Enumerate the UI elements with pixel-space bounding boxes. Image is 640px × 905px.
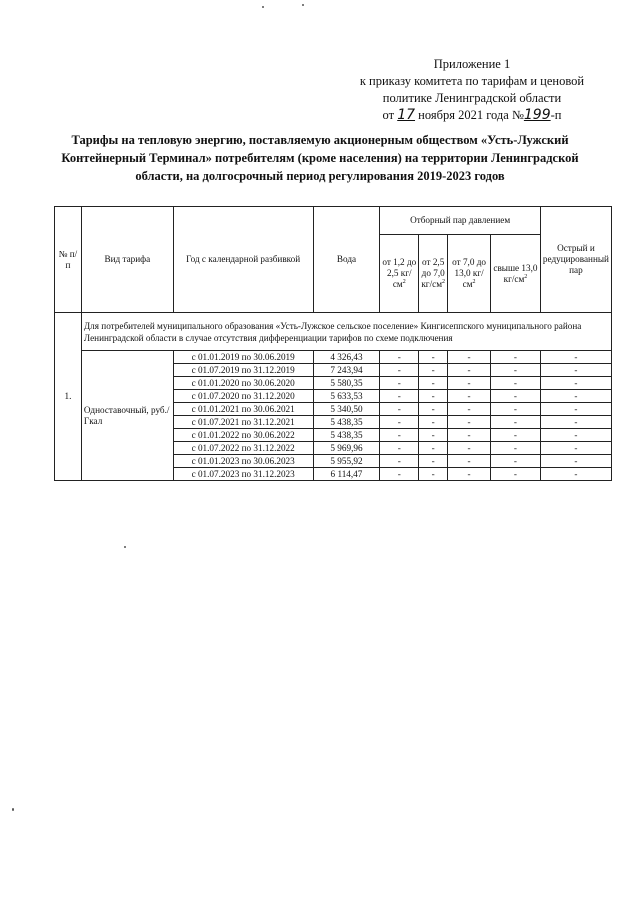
empty-tariff-cell: - — [419, 442, 448, 455]
period-cell: с 01.07.2023 по 31.12.2023 — [173, 468, 313, 481]
empty-tariff-cell: - — [540, 390, 611, 403]
header-sharp-steam: Острый и редуцированный пар — [540, 207, 611, 313]
scan-speck — [262, 6, 264, 8]
empty-tariff-cell: - — [380, 364, 419, 377]
empty-tariff-cell: - — [419, 390, 448, 403]
empty-tariff-cell: - — [419, 403, 448, 416]
empty-tariff-cell: - — [491, 442, 541, 455]
empty-tariff-cell: - — [419, 351, 448, 364]
empty-tariff-cell: - — [540, 442, 611, 455]
empty-tariff-cell: - — [419, 429, 448, 442]
empty-tariff-cell: - — [540, 403, 611, 416]
header-pressure-2: от 2,5 до 7,0 $кг/см^2$ — [419, 235, 448, 313]
water-tariff-cell: 5 438,35 — [313, 429, 380, 442]
empty-tariff-cell: - — [448, 416, 491, 429]
period-cell: с 01.07.2022 по 31.12.2022 — [173, 442, 313, 455]
empty-tariff-cell: - — [491, 429, 541, 442]
empty-tariff-cell: - — [540, 364, 611, 377]
scan-speck — [124, 546, 126, 548]
header-pressure-1: от 1,2 до 2,5 $кг/см^2$ — [380, 235, 419, 313]
header-pressure-3: от 7,0 до 13,0 $кг/см^2$ — [448, 235, 491, 313]
empty-tariff-cell: - — [491, 377, 541, 390]
water-tariff-cell: 5 438,35 — [313, 416, 380, 429]
empty-tariff-cell: - — [540, 416, 611, 429]
period-cell: с 01.01.2023 по 30.06.2023 — [173, 455, 313, 468]
row-number: 1. — [55, 313, 82, 481]
empty-tariff-cell: - — [491, 416, 541, 429]
appendix-committee-line: политике Ленинградской области — [382, 91, 562, 105]
consumer-group: Для потребителей муниципального образования «Усть-Лужское сельское поселение» Кингисеппского муниципального района Ленинградской области в случае отсутствия дифференциации тарифов по схеме подключения — [81, 313, 611, 351]
empty-tariff-cell: - — [540, 351, 611, 364]
period-cell: с 01.01.2020 по 30.06.2020 — [173, 377, 313, 390]
empty-tariff-cell: - — [380, 377, 419, 390]
period-cell: с 01.07.2019 по 31.12.2019 — [173, 364, 313, 377]
empty-tariff-cell: - — [380, 442, 419, 455]
empty-tariff-cell: - — [448, 390, 491, 403]
empty-tariff-cell: - — [540, 377, 611, 390]
empty-tariff-cell: - — [448, 351, 491, 364]
empty-tariff-cell: - — [448, 364, 491, 377]
water-tariff-cell: 5 580,35 — [313, 377, 380, 390]
empty-tariff-cell: - — [448, 455, 491, 468]
empty-tariff-cell: - — [448, 377, 491, 390]
water-tariff-cell: 5 340,50 — [313, 403, 380, 416]
scan-speck — [302, 4, 304, 6]
scan-speck — [12, 808, 14, 811]
header-steam: Отборный пар давлением — [380, 207, 541, 235]
empty-tariff-cell: - — [419, 364, 448, 377]
empty-tariff-cell: - — [491, 364, 541, 377]
empty-tariff-cell: - — [380, 351, 419, 364]
empty-tariff-cell: - — [380, 416, 419, 429]
table-row — [55, 351, 612, 364]
water-tariff-cell: 5 955,92 — [313, 455, 380, 468]
empty-tariff-cell: - — [491, 403, 541, 416]
empty-tariff-cell: - — [491, 468, 541, 481]
appendix-title: Приложение 1 — [433, 57, 511, 71]
empty-tariff-cell: - — [540, 429, 611, 442]
water-tariff-cell: 7 243,94 — [313, 364, 380, 377]
header-tariff-kind: Вид тарифа — [81, 207, 173, 313]
tariff-table — [54, 206, 612, 481]
appendix-date-line — [342, 107, 602, 124]
period-cell: с 01.07.2021 по 31.12.2021 — [173, 416, 313, 429]
water-tariff-cell: 6 114,47 — [313, 468, 380, 481]
header-period: Год с календарной разбивкой — [173, 207, 313, 313]
empty-tariff-cell: - — [448, 403, 491, 416]
date-prefix: от — [382, 108, 395, 122]
empty-tariff-cell: - — [380, 468, 419, 481]
water-tariff-cell: 4 326,43 — [313, 351, 380, 364]
empty-tariff-cell: - — [380, 429, 419, 442]
period-cell: с 01.01.2022 по 30.06.2022 — [173, 429, 313, 442]
date-suffix: ноября 2021 года № — [418, 108, 524, 122]
empty-tariff-cell: - — [540, 468, 611, 481]
water-tariff-cell: 5 633,53 — [313, 390, 380, 403]
empty-tariff-cell: - — [540, 455, 611, 468]
empty-tariff-cell: - — [380, 455, 419, 468]
header-number: № п/п — [55, 207, 82, 313]
order-number: 199 — [523, 107, 551, 123]
empty-tariff-cell: - — [491, 351, 541, 364]
appendix-block — [342, 56, 602, 124]
appendix-order-line: к приказу комитета по тарифам и ценовой — [359, 74, 585, 88]
order-suffix: -п — [550, 108, 562, 122]
period-cell: с 01.07.2020 по 31.12.2020 — [173, 390, 313, 403]
document-title: Тарифы на тепловую энергию, поставляемую акционерным обществом «Усть-Лужский Контейнерный Терминал» потребителям (кроме населения) на территории Ленинградской области, на долгосрочный период регулирования 2019-2023 годов — [61, 133, 579, 183]
empty-tariff-cell: - — [419, 377, 448, 390]
date-day: 17 — [397, 107, 416, 123]
tariff-kind-cell: Одноставочный, руб./Гкал — [81, 351, 173, 481]
empty-tariff-cell: - — [491, 455, 541, 468]
header-water: Вода — [313, 207, 380, 313]
water-tariff-cell: 5 969,96 — [313, 442, 380, 455]
empty-tariff-cell: - — [448, 468, 491, 481]
period-cell: с 01.01.2019 по 30.06.2019 — [173, 351, 313, 364]
empty-tariff-cell: - — [419, 468, 448, 481]
empty-tariff-cell: - — [419, 416, 448, 429]
empty-tariff-cell: - — [380, 403, 419, 416]
empty-tariff-cell: - — [380, 390, 419, 403]
empty-tariff-cell: - — [448, 442, 491, 455]
empty-tariff-cell: - — [491, 390, 541, 403]
empty-tariff-cell: - — [448, 429, 491, 442]
header-pressure-4: свыше 13,0 $кг/см^2$ — [491, 235, 541, 313]
empty-tariff-cell: - — [419, 455, 448, 468]
period-cell: с 01.01.2021 по 30.06.2021 — [173, 403, 313, 416]
